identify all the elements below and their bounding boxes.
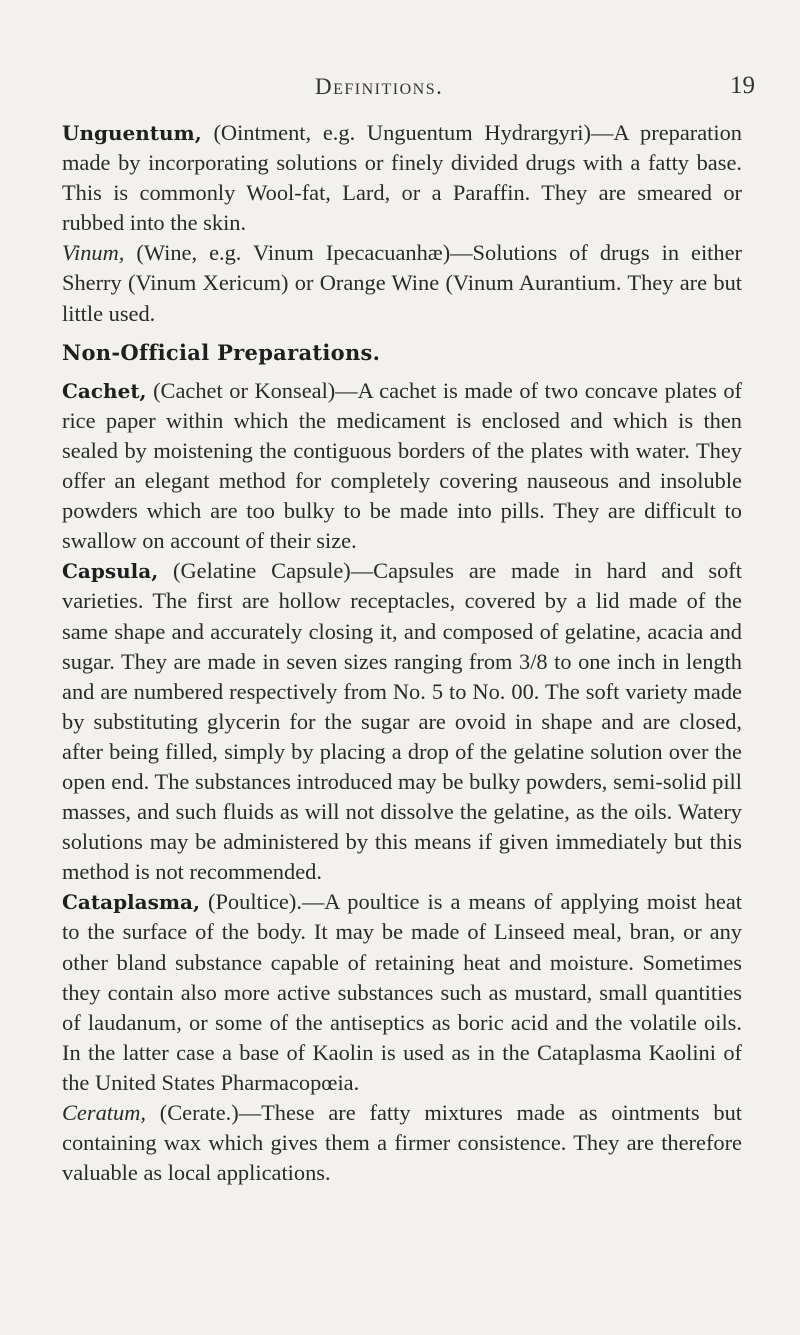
running-head: Definitions. — [315, 74, 444, 99]
entry-text: (Poultice).—A poultice is a means of applying moist heat to the surface of the body. It may be made of Linseed meal, bran, or any other bland substance capable of retaining heat and moisture. Sometimes they contain also more active substances such as mustard, small quantities of laudanum, or some of the antiseptics as boric acid and the volatile oils. In the latter case a base of Kaolin is used as in the Cataplasma Kaolini of the United States Pharmacopœia. — [62, 889, 742, 1095]
entry-term: Vinum, — [62, 240, 125, 266]
entry-term: Unguentum, — [62, 121, 202, 145]
section-heading: Non-Official Preparations. — [62, 339, 381, 365]
entry-text: (Cachet or Konseal)—A cachet is made of two concave plates of rice paper within which the medicament is enclosed and which is then sealed by moistening the contiguous borders of the plates with water. They offer an elegant method for completely covering nauseous and insoluble powders which are too bulky to be made into pills. They are difficult to swallow on account of their size. — [62, 377, 742, 554]
entry-cataplasma — [62, 887, 742, 1098]
entry-term: Cataplasma, — [62, 890, 200, 915]
entry-capsula — [62, 556, 742, 887]
entry-vinum — [62, 238, 742, 328]
entry-term: Cachet, — [62, 378, 147, 403]
entry-text: (Cerate.)—These are fatty mixtures made as ointments but containing wax which gives them a firmer consistence. They are therefore valuable as local applications. — [62, 1100, 742, 1186]
entry-text: (Wine, e.g. Vinum Ipecacuanhæ)—Solutions of drugs in either Sherry (Vinum Xericum) or Orange Wine (Vinum Aurantium. They are but little used. — [62, 240, 742, 326]
entry-cachet — [62, 376, 742, 557]
entry-unguentum — [62, 118, 742, 238]
page-header — [0, 72, 800, 106]
entry-ceratum — [62, 1098, 742, 1188]
body-text — [62, 118, 742, 1188]
entry-text: (Ointment, e.g. Unguentum Hydrargyri)—A preparation made by incorporating solutions or finely divided drugs with a fatty base. This is commonly Wool-fat, Lard, or a Paraffin. They are smeared or rubbed into the skin. — [62, 120, 742, 236]
entry-term: Ceratum, — [62, 1100, 146, 1125]
page-number: 19 — [730, 72, 755, 99]
entry-text: (Gelatine Capsule)—Capsules are made in hard and soft varieties. The first are hollow receptacles, covered by a lid made of the same shape and accurately closing it, and composed of gelatine, acacia and sugar. They are made in seven sizes ranging from 3/8 to one inch in length and are numbered respectively from No. 5 to No. 00. The soft variety made by substituting glycerin for the sugar are ovoid in shape and are closed, after being filled, simply by placing a drop of the gelatine solution over the open end. The substances introduced may be bulky powders, semi-solid pill masses, and such fluids as will not dissolve the gelatine, as the oils. Watery solutions may be administered by this means if given immediately but this method is not recommended. — [62, 558, 742, 885]
entry-term: Capsula, — [62, 559, 159, 584]
